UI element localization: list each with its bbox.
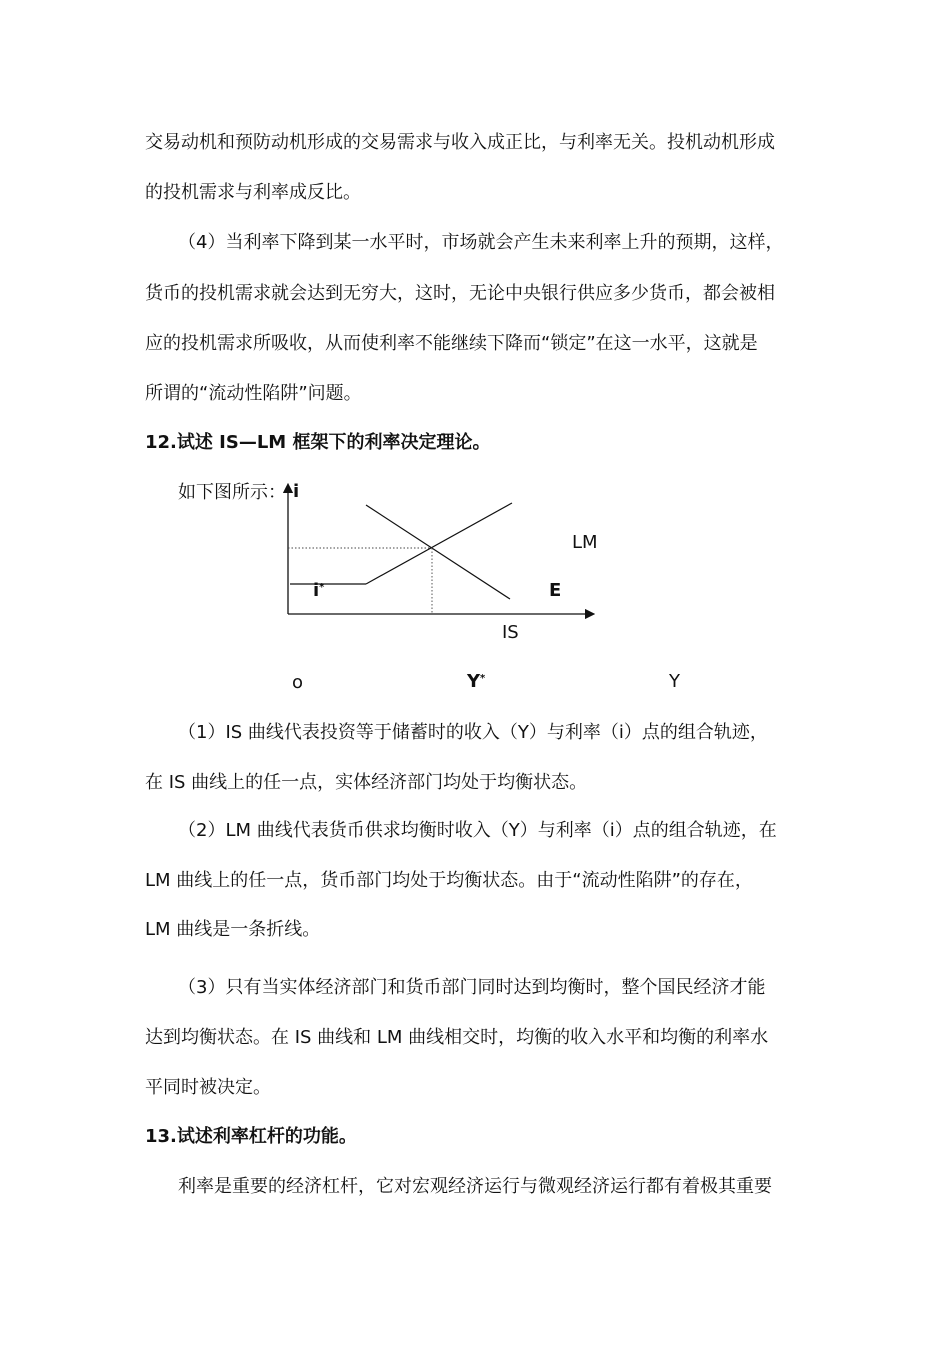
paragraph-line: 的投机需求与利率成反比。 — [145, 182, 361, 203]
paragraph-line: 在 IS 曲线上的任一点，实体经济部门均处于均衡状态。 — [145, 772, 588, 793]
paragraph-line: （3）只有当实体经济部门和货币部门同时达到均衡时，整个国民经济才能 — [178, 977, 766, 998]
x-axis-label: Y — [669, 671, 680, 692]
paragraph-line: 达到均衡状态。在 IS 曲线和 LM 曲线相交时，均衡的收入水平和均衡的利率水 — [145, 1027, 769, 1048]
y-axis-label: i — [293, 481, 300, 502]
paragraph-line: （4）当利率下降到某一水平时，市场就会产生未来利率上升的预期，这样， — [178, 232, 784, 253]
paragraph-line: LM 曲线上的任一点，货币部门均处于均衡状态。由于“流动性陷阱”的存在， — [145, 870, 753, 891]
figure-caption: 如下图所示： — [178, 482, 286, 503]
is-label: IS — [502, 622, 519, 643]
paragraph-line: 货币的投机需求就会达到无穷大，这时，无论中央银行供应多少货币，都会被相 — [145, 283, 775, 304]
paragraph-line: 平同时被决定。 — [145, 1077, 271, 1098]
paragraph-line: （2）LM 曲线代表货币供求均衡时收入（Y）与利率（i）点的组合轨迹，在 — [178, 820, 777, 841]
paragraph-line: 所谓的“流动性陷阱”问题。 — [145, 383, 362, 404]
section-heading-12: 12.试述 IS—LM 框架下的利率决定理论。 — [145, 432, 491, 453]
paragraph-line: 交易动机和预防动机形成的交易需求与收入成正比，与利率无关。投机动机形成 — [145, 132, 775, 153]
origin-label: o — [292, 672, 304, 693]
lm-curve-rising — [366, 503, 512, 584]
y-star-label: Y* — [467, 671, 486, 692]
paragraph-line: 应的投机需求所吸收，从而使利率不能继续下降而“锁定”在这一水平，这就是 — [145, 333, 758, 354]
paragraph-line: （1）IS 曲线代表投资等于储蓄时的收入（Y）与利率（i）点的组合轨迹， — [178, 722, 768, 743]
e-label: E — [549, 580, 562, 601]
is-curve — [366, 505, 510, 599]
paragraph-line: LM 曲线是一条折线。 — [145, 919, 321, 940]
lm-label: LM — [572, 532, 598, 553]
i-star-label: i* — [313, 580, 325, 601]
section-heading-13: 13.试述利率杠杆的功能。 — [145, 1126, 357, 1147]
paragraph-line: 利率是重要的经济杠杆，它对宏观经济运行与微观经济运行都有着极其重要 — [178, 1176, 772, 1197]
